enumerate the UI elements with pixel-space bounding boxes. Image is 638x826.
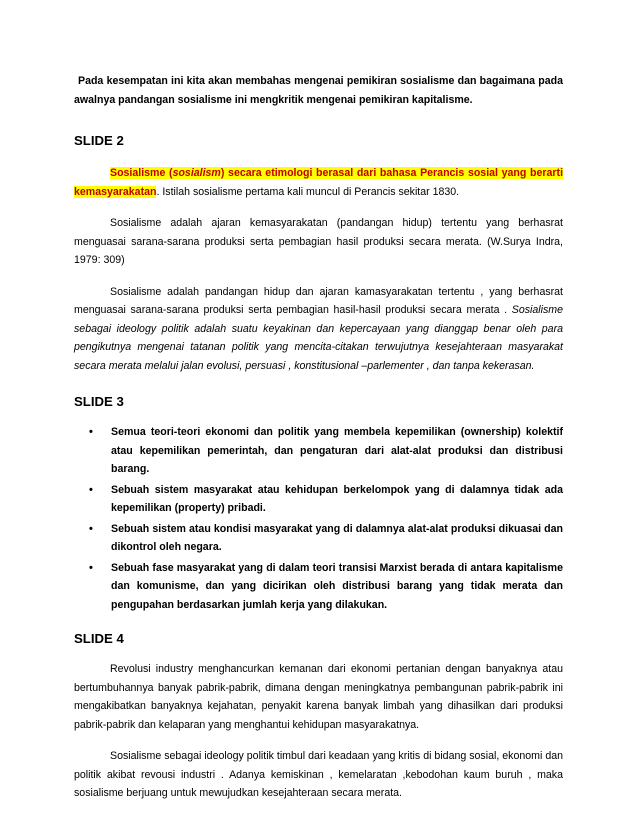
list-item-text: Semua teori-teori ekonomi dan politik yang membela kepemilikan (ownership) kolektif atau kepemilikan pemerintah, dan pengaturan dari alat-alat produksi dan distribusi barang.: [111, 426, 563, 475]
definition-part-2: sosialism: [172, 167, 221, 179]
definition-part-3: ) secara etimologi berasal dari bahasa Perancis sosial yang berarti kemasyarakatan: [74, 167, 564, 198]
bullet-icon: •: [89, 483, 93, 496]
document-page: [74, 60, 563, 826]
slide-2-paragraph-1: [74, 164, 563, 201]
bullet-icon: •: [89, 426, 93, 438]
definition-rest: . Istilah sosialisme pertama kali muncul di Perancis sekitar 1830.: [156, 185, 460, 198]
list-item: [89, 423, 563, 479]
list-item: [89, 559, 563, 615]
slide-4-heading: SLIDE 4: [74, 631, 124, 646]
slide-4-paragraph-1: Revolusi industry menghancurkan kemanan dari ekonomi pertanian dengan banyaknya atau bertumbuhannya banyak pabrik-pabrik, dimana dengan meningkatnya pembangunan pabrik-pabrik ini mengakibatkan banyaknya kejahatan, penyakit karena banyak limbah yang dihasilkan dari produksi pabrik-pabrik dan kelaparan yang menghantui kehidupan masyarakatnya.: [74, 663, 563, 731]
list-item-text: Sebuah sistem atau kondisi masyarakat yang di dalamnya alat-alat produksi dikuasai dan dikontrol oleh negara.: [111, 522, 563, 553]
bullet-icon: •: [89, 561, 93, 574]
list-item: [89, 520, 563, 557]
paragraph-3-italic: Sosialisme sebagai ideology politik adalah suatu keyakinan dan kepercayaan yang dianggap benar oleh para pengikutnya mengenai tatanan politik yang mencita-citakan terwujutnya kesejahteraan masyarakat secara merata melalui jalan evolusi, persuasi , konstitusional –parlementer , dan tanpa kekerasan.: [74, 304, 563, 372]
slide-3-heading: SLIDE 3: [74, 394, 124, 409]
bullet-icon: •: [89, 522, 93, 535]
slide-2-paragraph-2: Sosialisme adalah ajaran kemasyarakatan (pandangan hidup) tertentu yang berhasrat menguasai sarana-sarana produksi serta pembagian hasil produksi secara merata. (W.Surya Indra, 1979: 309): [74, 217, 563, 266]
slide-4-paragraph-2: Sosialisme sebagai ideology politik timbul dari keadaan yang kritis di bidang sosial, ekonomi dan politik akibat revousi industri . Adanya kemiskinan , kemelaratan ,kebodohan kaum buruh , maka sosialisme berjuang untuk mewujudkan kesejahteraan secara merata.: [74, 750, 563, 799]
list-item-text: Sebuah sistem masyarakat atau kehidupan berkelompok yang di dalamnya tidak ada kepemilikan (property) pribadi.: [111, 483, 563, 514]
definition-part-1: Sosialisme (: [110, 167, 173, 179]
slide-3-bullet-list: [74, 423, 563, 614]
list-item-text: Sebuah fase masyarakat yang di dalam teori transisi Marxist berada di antara kapitalisme dan komunisme, dan yang dicirikan oleh distribusi barang yang tidak merata dan pengupahan berdasarkan jumlah kerja yang dilakukan.: [111, 561, 563, 611]
slide-2-paragraph-3: [74, 283, 563, 376]
list-item: [89, 481, 563, 518]
paragraph-3-normal: Sosialisme adalah pandangan hidup dan ajaran kamasyarakatan tertentu , yang berhasrat menguasai sarana-sarana produksi serta pembagian hasil-hasil produksi secara merata .: [74, 285, 563, 316]
intro-paragraph: Pada kesempatan ini kita akan membahas mengenai pemikiran sosialisme dan bagaimana pada awalnya pandangan sosialisme ini mengkritik mengenai pemikiran kapitalisme.: [74, 75, 563, 106]
slide-2-heading: SLIDE 2: [74, 133, 124, 148]
